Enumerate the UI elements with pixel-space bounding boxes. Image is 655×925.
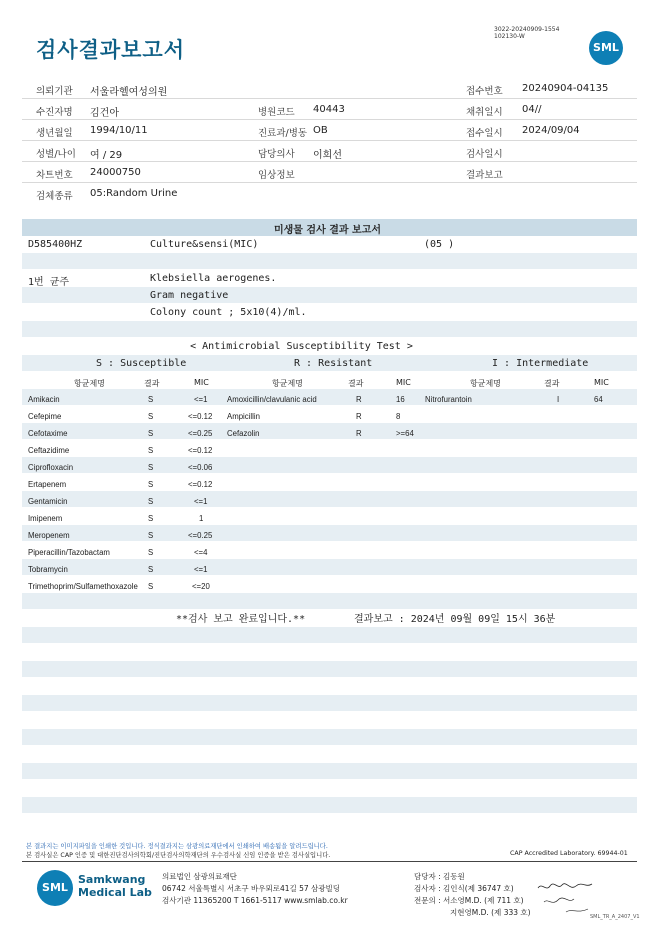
test-number: (05 ) <box>424 239 455 250</box>
col2-drug-header: 항균제명 <box>272 379 303 388</box>
org-address: 06742 서울특별시 서초구 바우뫼로41길 57 삼광빌딩 <box>162 884 341 893</box>
drug-result: S <box>148 497 154 506</box>
section-title: 미생물 검사 결과 보고서 <box>273 225 382 236</box>
stripe <box>22 389 637 405</box>
dept-value: OB <box>313 125 328 136</box>
col1-result-header: 결과 <box>144 379 160 388</box>
sml-footer-logo-icon: SML <box>37 870 73 906</box>
document-id-line1: 3022-20240909-1554 <box>494 26 560 33</box>
receipt-no-value: 20240904-04135 <box>522 83 609 94</box>
info-row-dob <box>22 120 637 141</box>
drug-result: S <box>148 531 154 540</box>
col3-mic-header: MIC <box>594 378 609 387</box>
stripe <box>22 695 637 711</box>
image-notice: 본 결과지는 이미지파일을 인쇄한 것입니다. 정식결과지는 삼광의료재단에서 인쇄하여 배송됨을 알려드립니다. <box>26 843 328 850</box>
stripe <box>22 287 637 303</box>
chart-label: 차트번호 <box>36 170 73 181</box>
test-date-label: 검사일시 <box>466 149 503 160</box>
drug-mic: <=0.12 <box>188 480 213 489</box>
company-logo-text <box>78 873 152 899</box>
drug-result: R <box>356 395 362 404</box>
drug-mic: 8 <box>396 412 401 421</box>
stripe <box>22 457 637 473</box>
drug-name: Cefepime <box>28 412 62 421</box>
stripe <box>22 253 637 269</box>
col2-result-header: 결과 <box>348 379 364 388</box>
stripe <box>22 729 637 745</box>
specimen-value: 05:Random Urine <box>90 188 178 199</box>
drug-mic: <=1 <box>194 497 208 506</box>
org-contact: 검사기관 11365200 T 1661-5117 www.smlab.co.kr <box>162 896 348 905</box>
collect-date-label: 채취일시 <box>466 107 503 118</box>
document-id-line2: 102130-W <box>494 33 525 40</box>
organism-label: 1번 균주 <box>28 277 70 288</box>
stripe <box>22 627 637 643</box>
drug-result: R <box>356 429 362 438</box>
drug-mic: <=0.25 <box>188 531 213 540</box>
legend-intermediate: I : Intermediate <box>492 358 589 369</box>
drug-result: I <box>557 395 560 404</box>
col1-drug-header: 항균제명 <box>74 379 105 388</box>
col2-mic-header: MIC <box>396 378 411 387</box>
drug-name: Piperacillin/Tazobactam <box>28 548 110 557</box>
drug-name: Meropenem <box>28 531 70 540</box>
gram-stain: Gram negative <box>150 290 229 301</box>
drug-mic: <=0.25 <box>188 429 213 438</box>
result-report-label: 결과보고 <box>466 170 503 181</box>
drug-name: Imipenem <box>28 514 63 523</box>
stripe <box>22 593 637 609</box>
drug-mic: 1 <box>199 514 204 523</box>
report-datetime: 결과보고 : 2024년 09월 09일 15시 36분 <box>354 614 556 625</box>
document-id <box>494 26 559 40</box>
company-name-line2: Medical Lab <box>78 886 152 899</box>
organism-name: Klebsiella aerogenes. <box>150 273 277 284</box>
collect-date-value: 04// <box>522 104 542 115</box>
test-name: Culture&sensi(MIC) <box>150 239 259 250</box>
legend-susceptible: S : Susceptible <box>96 358 187 369</box>
receipt-no-label: 접수번호 <box>466 86 503 97</box>
drug-result: S <box>148 446 154 455</box>
stripe <box>22 525 637 541</box>
drug-name: Tobramycin <box>28 565 68 574</box>
drug-result: S <box>148 548 154 557</box>
drug-mic: <=20 <box>192 582 210 591</box>
cap-accreditation: CAP Accredited Laboratory. 69944-01 <box>510 850 628 857</box>
drug-name: Ceftazidime <box>28 446 70 455</box>
form-code: SML_TR_A_2407_V1 <box>590 914 640 920</box>
drug-name: Gentamicin <box>28 497 68 506</box>
drug-name: Cefotaxime <box>28 429 68 438</box>
certification-notice: 본 검사실은 CAP 인증 및 대한진단검사의학회/진단검사의학재단의 우수검사실 신임 인증을 받은 검사실입니다. <box>26 852 331 859</box>
drug-mic: <=4 <box>194 548 208 557</box>
drug-mic: <=0.12 <box>188 412 213 421</box>
clinical-label: 임상정보 <box>258 170 295 181</box>
chart-value: 24000750 <box>90 167 141 178</box>
institution-label: 의뢰기관 <box>36 86 73 97</box>
staff-tester: 검사자 : 김인식(제 36747 호) <box>414 884 514 893</box>
org-name: 의료법인 삼광의료재단 <box>162 872 237 881</box>
footer-divider <box>22 861 637 862</box>
stripe <box>22 661 637 677</box>
document-title: 검사결과보고서 <box>36 38 186 62</box>
drug-result: S <box>148 514 154 523</box>
info-row-patient <box>22 99 637 120</box>
drug-result: S <box>148 480 154 489</box>
drug-mic: <=1 <box>194 565 208 574</box>
receipt-date-label: 접수일시 <box>466 128 503 139</box>
drug-mic: <=0.12 <box>188 446 213 455</box>
doctor-label: 담당의사 <box>258 149 295 160</box>
staff-specialist: 전문의 : 서소영M.D. (제 711 호) <box>414 896 524 905</box>
drug-name: Amikacin <box>28 395 60 404</box>
stripe <box>22 797 637 813</box>
drug-name: Cefazolin <box>227 429 260 438</box>
doctor-value: 이희선 <box>313 150 342 161</box>
hosp-code-label: 병원코드 <box>258 107 295 118</box>
legend-resistant: R : Resistant <box>294 358 373 369</box>
drug-name: Nitrofurantoin <box>425 395 472 404</box>
info-row-specimen <box>22 183 637 203</box>
staff-manager: 담당자 : 김동원 <box>414 872 465 881</box>
drug-mic: 16 <box>396 395 405 404</box>
ast-title: < Antimicrobial Susceptibility Test > <box>190 341 413 352</box>
report-complete-text: **검사 보고 완료입니다.** <box>176 614 306 625</box>
test-code: D585400HZ <box>28 239 83 250</box>
info-row-institution <box>22 78 637 99</box>
drug-result: S <box>148 582 154 591</box>
specimen-label: 검체종류 <box>36 191 73 202</box>
sex-age-value: 여 / 29 <box>90 150 123 161</box>
patient-label: 수진자명 <box>36 107 73 118</box>
drug-mic: <=0.06 <box>188 463 213 472</box>
stripe <box>22 763 637 779</box>
dob-value: 1994/10/11 <box>90 125 148 136</box>
drug-name: Ertapenem <box>28 480 67 489</box>
stripe <box>22 491 637 507</box>
institution-value: 서울라헬여성의원 <box>90 87 168 98</box>
drug-mic: 64 <box>594 395 603 404</box>
stripe <box>22 559 637 575</box>
company-name-line1: Samkwang <box>78 873 146 886</box>
drug-result: S <box>148 463 154 472</box>
colony-count: Colony count ; 5x10(4)/ml. <box>150 307 307 318</box>
receipt-date-value: 2024/09/04 <box>522 125 580 136</box>
stripe <box>22 321 637 337</box>
staff-specialist-2: 지현영M.D. (제 333 호) <box>450 908 531 917</box>
col3-result-header: 결과 <box>544 379 560 388</box>
drug-name: Ciprofloxacin <box>28 463 74 472</box>
drug-result: S <box>148 429 154 438</box>
dob-label: 생년월일 <box>36 128 73 139</box>
info-row-chart <box>22 162 637 183</box>
drug-result: S <box>148 565 154 574</box>
col3-drug-header: 항균제명 <box>470 379 501 388</box>
drug-result: R <box>356 412 362 421</box>
drug-name: Trimethoprim/Sulfamethoxazole <box>28 582 138 591</box>
dept-label: 진료과/병동 <box>258 128 308 139</box>
drug-result: S <box>148 395 154 404</box>
info-row-sex <box>22 141 637 162</box>
sex-age-label: 성별/나이 <box>36 149 76 160</box>
drug-mic: >=64 <box>396 429 414 438</box>
patient-value: 김건아 <box>90 108 119 119</box>
drug-name: Amoxicillin/clavulanic acid <box>227 395 317 404</box>
col1-mic-header: MIC <box>194 378 209 387</box>
stripe <box>22 423 637 439</box>
drug-name: Ampicillin <box>227 412 260 421</box>
drug-result: S <box>148 412 154 421</box>
hosp-code-value: 40443 <box>313 104 345 115</box>
signature-image <box>536 878 596 918</box>
drug-mic: <=1 <box>194 395 208 404</box>
sml-logo-icon: SML <box>589 31 623 65</box>
